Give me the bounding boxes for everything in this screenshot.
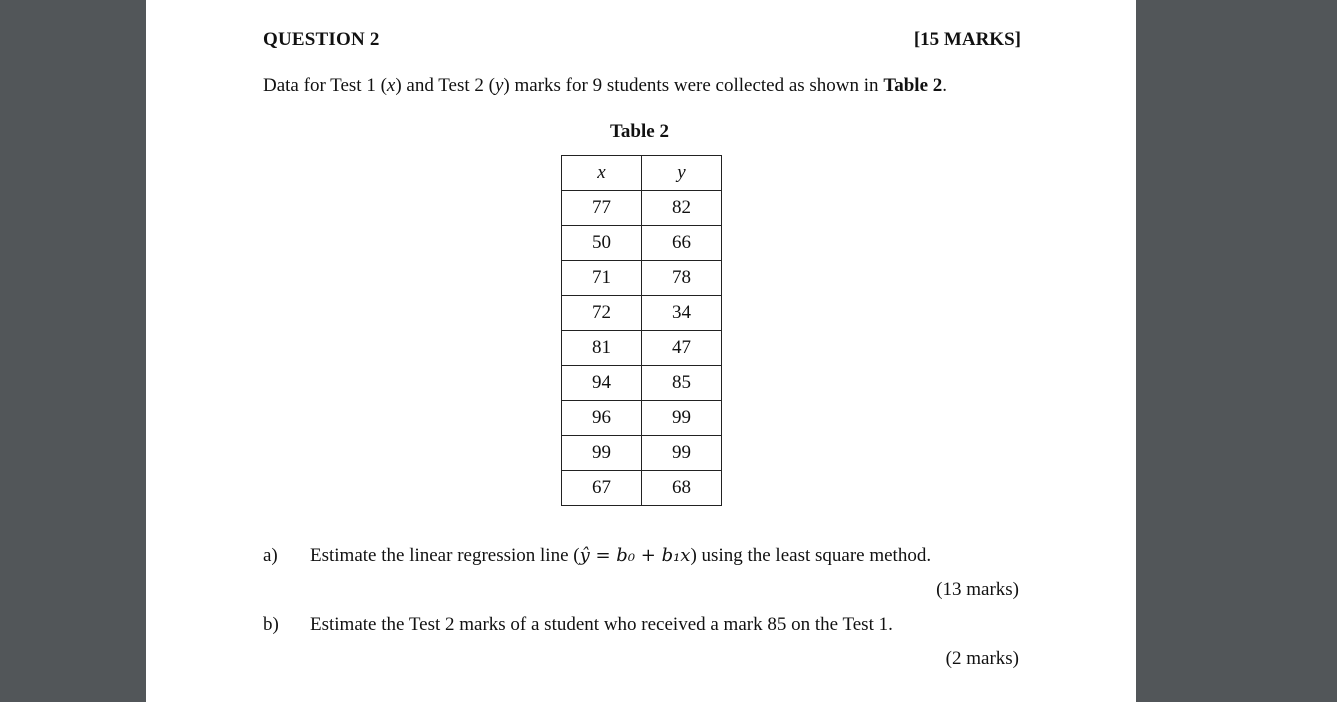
table-row bbox=[562, 366, 722, 401]
part-a bbox=[263, 545, 931, 567]
cell-x: 96 bbox=[562, 401, 642, 436]
cell-x: 81 bbox=[562, 331, 642, 366]
table-row bbox=[562, 436, 722, 471]
table-row bbox=[562, 401, 722, 436]
table-row bbox=[562, 296, 722, 331]
part-a-marks: (13 marks) bbox=[936, 579, 1019, 600]
cell-x: 72 bbox=[562, 296, 642, 331]
table-row bbox=[562, 191, 722, 226]
header-y: y bbox=[642, 156, 722, 191]
table-caption: Table 2 bbox=[610, 121, 669, 142]
table-row bbox=[562, 261, 722, 296]
part-a-label: a) bbox=[263, 545, 278, 566]
intro-text-1: Data for Test 1 ( bbox=[263, 75, 387, 96]
cell-x: 50 bbox=[562, 226, 642, 261]
intro-text-2: ) and Test 2 ( bbox=[395, 75, 495, 96]
table-row bbox=[562, 471, 722, 506]
cell-y: 99 bbox=[642, 401, 722, 436]
intro-text-4: . bbox=[942, 75, 948, 96]
cell-x: 99 bbox=[562, 436, 642, 471]
cell-x: 77 bbox=[562, 191, 642, 226]
cell-y: 68 bbox=[642, 471, 722, 506]
table-row bbox=[562, 226, 722, 261]
cell-y: 66 bbox=[642, 226, 722, 261]
cell-x: 94 bbox=[562, 366, 642, 401]
intro-text-3: ) marks for 9 students were collected as shown in bbox=[503, 75, 884, 96]
cell-y: 99 bbox=[642, 436, 722, 471]
intro-x: x bbox=[386, 75, 396, 96]
part-b-marks: (2 marks) bbox=[945, 648, 1019, 669]
part-a-text-post: ) using the least square method. bbox=[690, 545, 932, 566]
part-b bbox=[263, 614, 893, 636]
part-b-label: b) bbox=[263, 614, 279, 635]
cell-x: 67 bbox=[562, 471, 642, 506]
header-x: x bbox=[562, 156, 642, 191]
question-title: QUESTION 2 bbox=[263, 29, 380, 50]
question-total-marks: [15 MARKS] bbox=[913, 29, 1021, 50]
intro-table-ref: Table 2 bbox=[883, 75, 943, 96]
question-intro bbox=[263, 75, 947, 97]
table-header-row bbox=[562, 156, 722, 191]
cell-y: 82 bbox=[642, 191, 722, 226]
part-a-text-pre: Estimate the linear regression line ( bbox=[310, 545, 580, 566]
data-table bbox=[561, 155, 722, 506]
intro-y: y bbox=[494, 75, 504, 96]
cell-y: 85 bbox=[642, 366, 722, 401]
regression-formula: ŷ = b₀ + b₁x bbox=[579, 545, 691, 566]
cell-y: 78 bbox=[642, 261, 722, 296]
cell-x: 71 bbox=[562, 261, 642, 296]
document-page bbox=[146, 0, 1136, 702]
part-b-text: Estimate the Test 2 marks of a student who received a mark 85 on the Test 1. bbox=[310, 614, 893, 635]
cell-y: 34 bbox=[642, 296, 722, 331]
cell-y: 47 bbox=[642, 331, 722, 366]
table-row bbox=[562, 331, 722, 366]
